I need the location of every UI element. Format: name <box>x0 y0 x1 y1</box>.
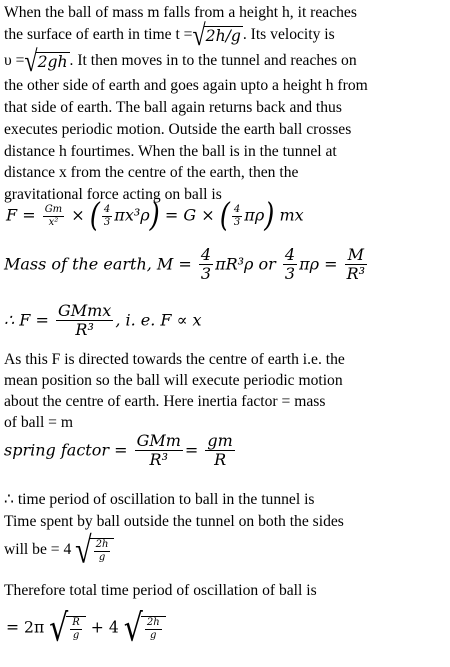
expression: πρ <box>244 205 265 225</box>
denominator: 3 <box>233 216 241 228</box>
text-fragment: will be = 4 <box>4 541 72 559</box>
fraction <box>345 246 367 284</box>
text-line: distance x from the centre of the earth, then the <box>4 164 299 181</box>
sqrt-expression <box>24 45 69 78</box>
numerator: R <box>72 617 80 628</box>
eq-lhs: ∴ F = <box>4 310 49 330</box>
fraction <box>70 617 82 641</box>
denominator: R³ <box>149 450 168 470</box>
operator: + 4 <box>90 618 119 637</box>
sqrt-expression <box>75 529 114 571</box>
fraction <box>135 432 183 470</box>
radicand <box>90 538 115 563</box>
numerator: gm <box>207 431 233 450</box>
text-fragment: . Its velocity is <box>242 26 335 44</box>
expression: , i. e. F ∝ x <box>115 310 202 330</box>
text-line: of ball = m <box>4 414 73 431</box>
equation-total-period <box>6 606 166 650</box>
fraction <box>56 302 113 340</box>
text-line: executes periodic motion. Outside the earth ball crosses <box>4 121 352 138</box>
fraction <box>94 539 111 563</box>
expression: πx³ρ <box>114 205 150 225</box>
fraction <box>205 432 234 470</box>
fraction <box>232 204 242 228</box>
paren-close: ) <box>149 197 160 235</box>
paren-open: ( <box>219 197 230 235</box>
radicand <box>141 616 166 641</box>
fraction <box>145 617 162 641</box>
denominator: R³ <box>75 320 94 340</box>
radicand: 2h/g <box>205 27 241 45</box>
eq-lhs: Mass of the earth, M = <box>4 254 192 274</box>
radical-sign: √ <box>24 45 38 78</box>
denominator: R³ <box>346 264 366 284</box>
radicand <box>66 616 86 641</box>
equation-force <box>6 197 304 235</box>
paren-close: ) <box>264 197 275 235</box>
operator: × <box>71 205 85 225</box>
numerator: GMm <box>136 431 181 450</box>
radical-sign: √ <box>75 529 92 571</box>
numerator: 4 <box>233 204 241 215</box>
fraction <box>102 204 112 228</box>
numerator: 2h <box>95 539 109 550</box>
numerator: 4 <box>103 204 111 215</box>
numerator: 2h <box>146 617 160 628</box>
denominator: g <box>72 629 80 641</box>
denominator: x² <box>48 216 59 228</box>
fraction <box>43 204 64 228</box>
text-line: distance h fourtimes. When the ball is in the tunnel at <box>4 143 337 160</box>
numerator: 4 <box>200 245 212 264</box>
equation-mass <box>4 246 369 284</box>
text-line: When the ball of mass m falls from a height h, it reaches <box>4 4 357 21</box>
paren-open: ( <box>89 197 100 235</box>
radical-sign: √ <box>192 19 206 52</box>
text-fragment: . It then moves in to the tunnel and reaches on <box>69 52 357 70</box>
text-line: mean position so the ball will execute periodic motion <box>4 372 343 389</box>
expression: mx <box>279 205 304 225</box>
text-fragment: the surface of earth in time t = <box>4 26 193 44</box>
operator: = <box>184 440 199 460</box>
text-line: about the centre of earth. Here inertia factor = mass <box>4 393 326 410</box>
denominator: 3 <box>200 264 212 284</box>
fraction <box>199 246 213 284</box>
text-line: Time spent by ball outside the tunnel on both the sides <box>4 513 344 530</box>
sqrt-expression <box>192 19 242 52</box>
text-fragment: υ = <box>4 52 25 70</box>
text-line: gravitational force acting on ball is <box>4 186 222 203</box>
text-line: Therefore total time period of oscillation of ball is <box>4 582 317 599</box>
denominator: R <box>214 450 227 470</box>
radical-sign: √ <box>123 606 143 650</box>
sqrt-expression <box>49 606 86 650</box>
text-line: ∴ time period of oscillation to ball in the tunnel is <box>4 491 315 508</box>
radical-sign: √ <box>49 606 69 650</box>
expression: πρ = <box>299 254 338 274</box>
text-line-time <box>4 19 335 52</box>
text-line-outside-time <box>4 529 114 571</box>
numerator: M <box>345 246 367 265</box>
text-line: the other side of earth and goes again upto a height h from <box>4 77 368 94</box>
equation-proportional <box>4 302 202 340</box>
text-fragment: = 2π <box>6 618 45 637</box>
numerator: 4 <box>284 245 296 264</box>
numerator: GMmx <box>57 301 112 320</box>
text-line: that side of earth. The ball again returns back and thus <box>4 99 342 116</box>
eq-lhs: F = <box>6 205 36 225</box>
expression: πR³ρ or <box>215 254 276 274</box>
denominator: 3 <box>284 264 296 284</box>
text-line-velocity <box>4 45 357 78</box>
text-line: As this F is directed towards the centre of earth i.e. the <box>4 351 345 368</box>
sqrt-expression <box>123 606 166 650</box>
radicand: 2gh <box>37 53 68 71</box>
fraction <box>283 246 297 284</box>
denominator: 3 <box>103 216 111 228</box>
numerator: Gm <box>44 204 63 215</box>
operator: = G × <box>164 205 215 225</box>
equation-spring-factor <box>4 432 237 470</box>
denominator: g <box>150 629 157 641</box>
eq-lhs: spring factor = <box>4 440 128 460</box>
denominator: g <box>98 551 106 563</box>
